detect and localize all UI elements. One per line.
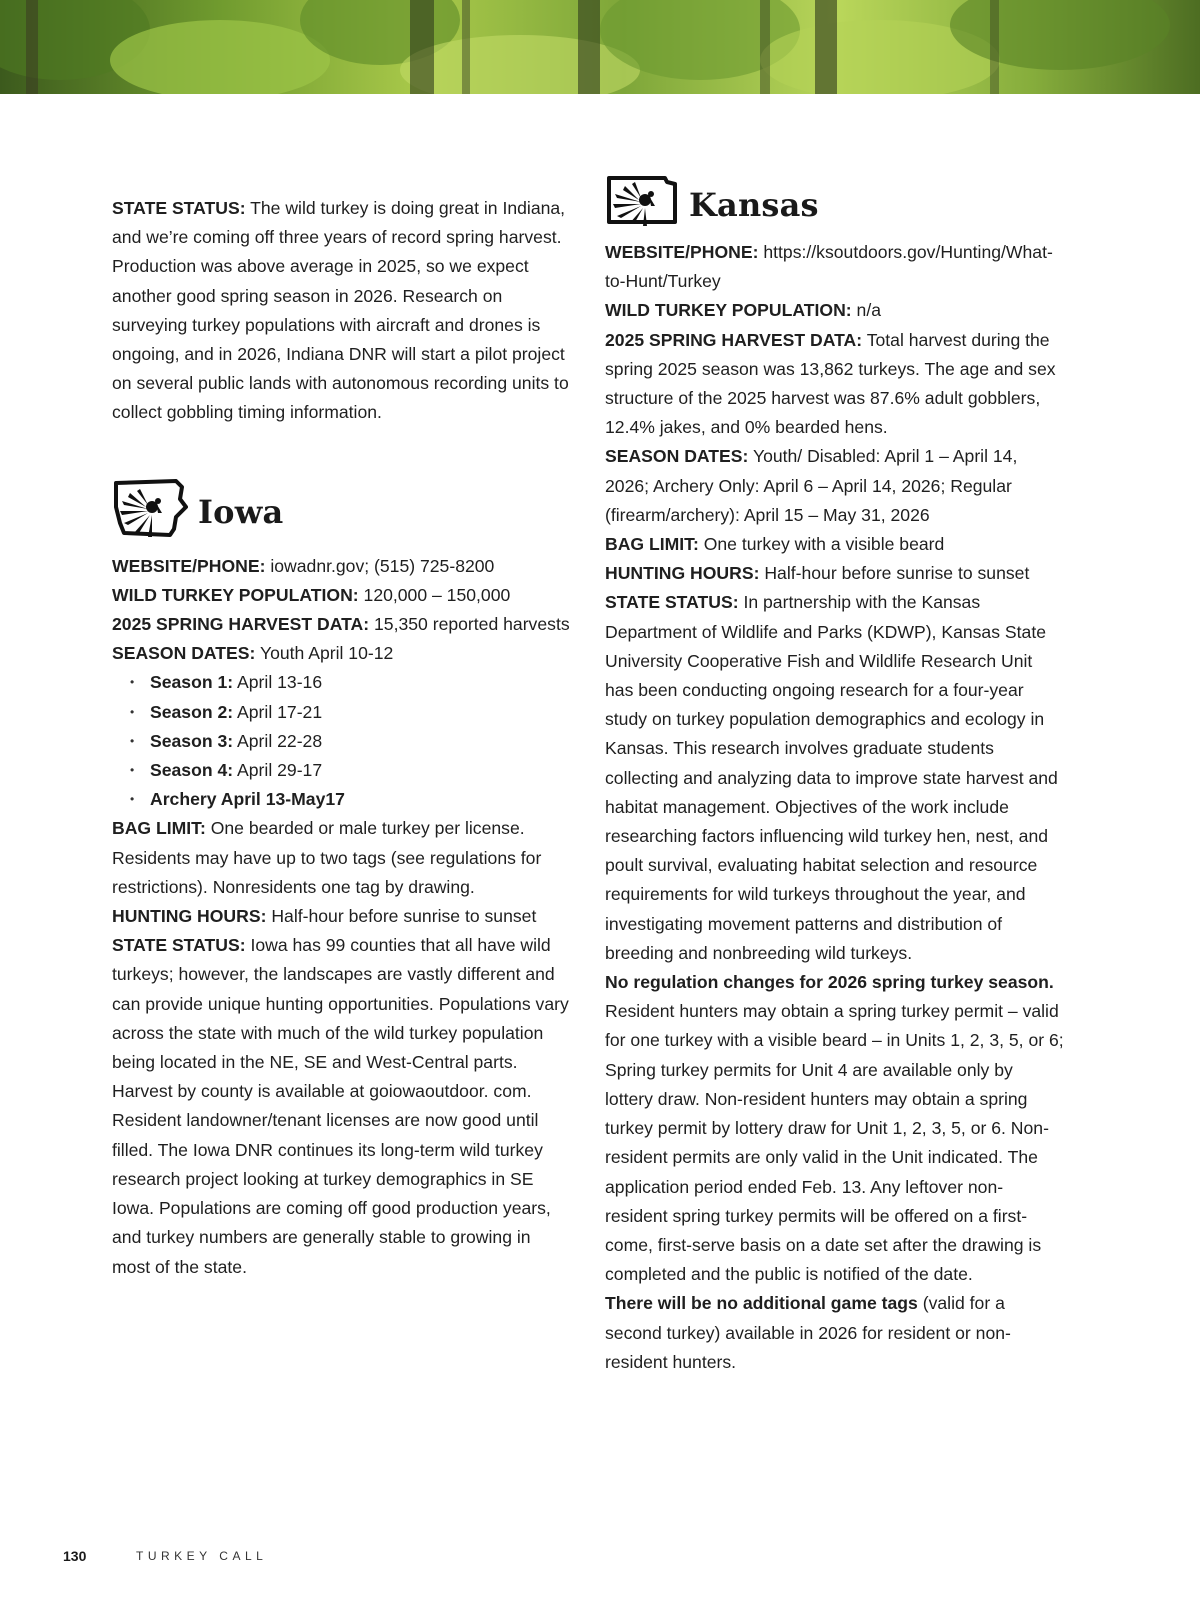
iowa-season-dates (112, 639, 572, 668)
season-label: Season 1: (150, 672, 234, 693)
kansas-state-status (605, 588, 1065, 968)
field-value: The wild turkey is doing great in Indiana, and we’re coming off three years of record spring harvest. Production was above average in 2025, so we expect another good spring season in 2026. Research on surveying turkey populations with aircraft and drones is ongoing, and in 2026, Indiana DNR will start a pilot project on several public lands with autonomous recording units to collect gobbling timing information. (112, 198, 569, 423)
field-value: https://ksoutdoors.gov/Hunting/What-to-Hunt/Turkey (605, 242, 1053, 292)
iowa-header (112, 476, 572, 550)
field-label: HUNTING HOURS: (605, 563, 760, 584)
field-label: No regulation changes for 2026 spring turkey season. (605, 972, 1054, 993)
kansas-regulation-changes (605, 968, 1065, 1289)
kansas-game-tags (605, 1289, 1065, 1377)
kansas-harvest (605, 326, 1065, 443)
field-label: STATE STATUS: (112, 935, 246, 956)
field-value: One bearded or male turkey per license. Residents may have up to two tags (see regulations for restrictions). Nonresidents one tag by drawing. (112, 818, 542, 897)
field-label: BAG LIMIT: (605, 534, 699, 555)
field-label: WILD TURKEY POPULATION: (605, 300, 852, 321)
field-value: Total harvest during the spring 2025 season was 13,862 turkeys. The age and sex structure of the 2025 harvest was 87.6% adult gobblers, 12.4% jakes, and 0% bearded hens. (605, 329, 1056, 438)
field-label: There will be no additional game tags (605, 1293, 918, 1314)
field-value: Youth April 10-12 (255, 643, 394, 664)
iowa-population (112, 581, 572, 610)
right-column (605, 176, 1065, 1377)
season-value: April 29-17 (233, 760, 323, 781)
kansas-population (605, 296, 1065, 325)
field-value: Half-hour before sunrise to sunset (266, 906, 537, 927)
list-item (130, 668, 572, 697)
iowa-state-turkey-icon (112, 477, 188, 548)
season-label: Season 3: (150, 730, 234, 751)
iowa-title: Iowa (198, 493, 284, 532)
iowa-bag-limit (112, 814, 572, 902)
forest-banner-graphic (0, 0, 1200, 94)
iowa-hunting-hours (112, 902, 572, 931)
field-value: 120,000 – 150,000 (358, 584, 511, 605)
season-label: Season 2: (150, 701, 234, 722)
left-column (112, 194, 572, 1282)
field-label: WEBSITE/PHONE: (605, 242, 759, 262)
list-item (130, 756, 572, 785)
field-value: 15,350 reported harvests (369, 614, 570, 635)
field-value: iowadnr.gov; (515) 725-8200 (265, 555, 495, 576)
kansas-title: Kansas (689, 186, 819, 225)
list-item (130, 785, 572, 814)
field-label: WEBSITE/PHONE: (112, 555, 266, 576)
field-value: Resident hunters may obtain a spring turkey permit – valid for one turkey with a visible beard – in Units 1, 2, 3, 5, or 6; Spring turkey permits for Unit 4 are available only by lottery draw. Non-resident hunters may obtain a spring turkey permit by lottery draw for Unit 1, 2, 3, 5, or 6. Non-resident permits are only valid in the Unit indicated. The application period ended Feb. 13. Any leftover non-resident spring turkey permits will be offered on a first-come, first-serve basis on a date set after the drawing is completed and the public is notified of the date. (605, 1001, 1064, 1285)
iowa-harvest (112, 610, 572, 639)
list-item (130, 698, 572, 727)
kansas-header (605, 176, 1065, 236)
kansas-season-dates (605, 442, 1065, 530)
page-footer (63, 1548, 268, 1564)
kansas-website (605, 238, 1065, 296)
field-label: 2025 SPRING HARVEST DATA: (605, 329, 863, 350)
field-label: HUNTING HOURS: (112, 906, 267, 927)
field-label: STATE STATUS: (112, 198, 246, 218)
field-label: WILD TURKEY POPULATION: (112, 584, 359, 605)
field-value: n/a (851, 300, 881, 321)
season-label: Season 4: (150, 760, 234, 781)
indiana-state-status (112, 194, 572, 428)
field-label: SEASON DATES: (605, 446, 749, 467)
field-label: BAG LIMIT: (112, 818, 206, 839)
season-value: April 13-16 (233, 672, 323, 693)
magazine-name: TURKEY CALL (136, 1549, 268, 1563)
season-value: April 22-28 (233, 730, 323, 751)
kansas-bag-limit (605, 530, 1065, 559)
field-value: (valid for a second turkey) available in 2026 for resident or non-resident hunters. (605, 1293, 1011, 1372)
season-value: April 17-21 (233, 701, 323, 722)
season-label: Archery April 13-May17 (150, 789, 345, 810)
iowa-website (112, 552, 572, 581)
field-value: Half-hour before sunrise to sunset (759, 563, 1030, 584)
page-number: 130 (63, 1548, 87, 1564)
kansas-hunting-hours (605, 559, 1065, 588)
field-label: STATE STATUS: (605, 592, 739, 613)
field-value: One turkey with a visible beard (698, 534, 945, 555)
forest-banner-image (0, 0, 1200, 94)
iowa-season-list (112, 668, 572, 814)
field-label: 2025 SPRING HARVEST DATA: (112, 614, 370, 635)
field-label: SEASON DATES: (112, 643, 256, 664)
iowa-state-status (112, 931, 572, 1281)
kansas-state-turkey-icon (605, 174, 679, 237)
field-value: In partnership with the Kansas Department of Wildlife and Parks (KDWP), Kansas State University Cooperative Fish and Wildlife Research Unit has been conducting ongoing research for a four-year study on turkey population demographics and ecology in Kansas. This research involves graduate students collecting and analyzing data to improve state harvest and habitat management. Objectives of the work include researching factors influencing wild turkey hen, nest, and poult survival, evaluating habitat selection and resource requirements for wild turkeys throughout the year, and investigating movement patterns and distribution of breeding and nonbreeding wild turkeys. (605, 592, 1058, 963)
list-item (130, 727, 572, 756)
field-value: Iowa has 99 counties that all have wild turkeys; however, the landscapes are vastly different and can provide unique hunting opportunities. Populations vary across the state with much of the wild turkey population being located in the NE, SE and West-Central parts. Harvest by county is available at goiowaoutdoor. com. Resident landowner/tenant licenses are now good until filled. The Iowa DNR continues its long-term wild turkey research project looking at turkey demographics in SE Iowa. Populations are coming off good production years, and turkey numbers are generally stable to growing in most of the state. (112, 935, 569, 1277)
field-value: Youth/ Disabled: April 1 – April 14, 2026; Archery Only: April 6 – April 14, 2026; Regular (firearm/archery): April 15 – May 31, 2026 (605, 446, 1018, 525)
